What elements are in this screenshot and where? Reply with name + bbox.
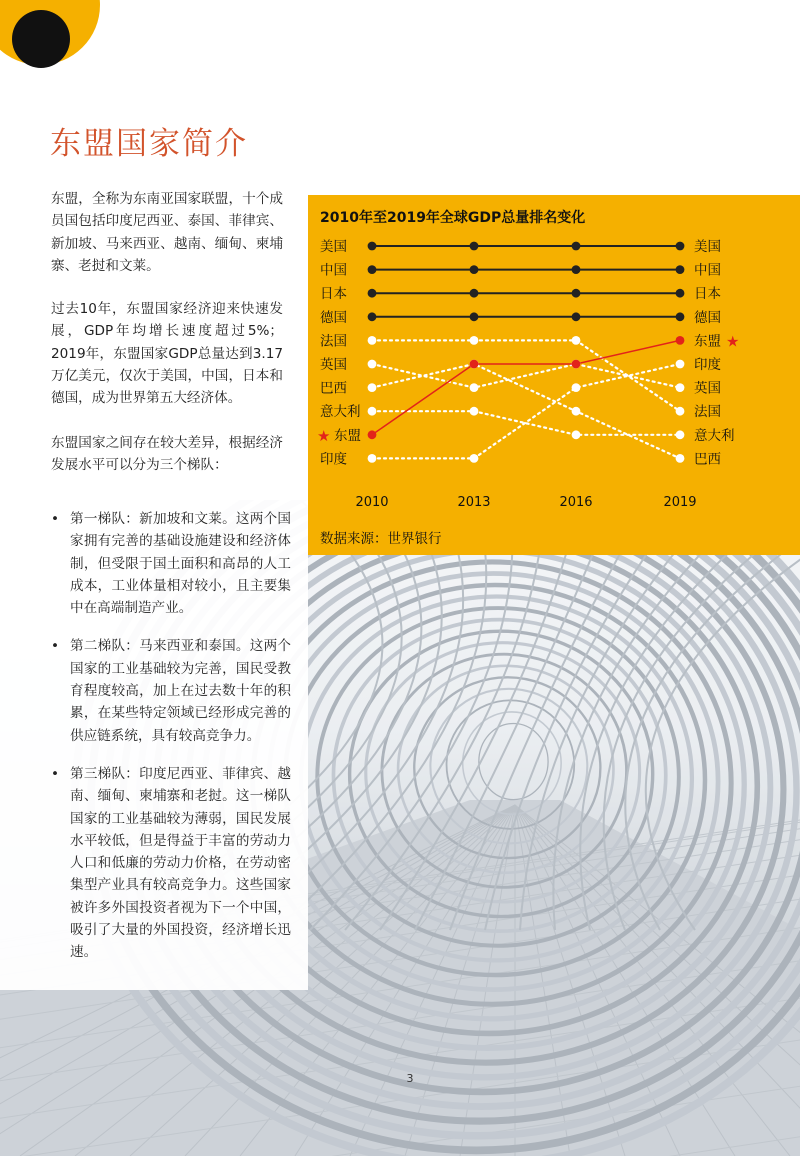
- x-tick-2019: 2019: [663, 495, 697, 510]
- data-point-美国-2013: [470, 242, 479, 251]
- data-point-印度-2016: [572, 383, 581, 392]
- data-point-法国-2010: [368, 336, 377, 345]
- data-point-意大利-2010: [368, 407, 377, 416]
- tier-text-1: 第一梯队：新加坡和文莱。这两个国家拥有完善的基础设施建设和经济体制，但受限于国土面积和高昂的人工成本，工业体量相对较小，且主要集中在高端制造产业。: [70, 511, 291, 617]
- x-tick-2016: 2016: [559, 495, 593, 510]
- end-label-法国: 法国: [694, 404, 721, 421]
- start-label-日本: 日本: [320, 286, 347, 303]
- data-point-美国-2010: [368, 242, 377, 251]
- data-point-印度-2019: [676, 360, 685, 369]
- start-label-美国: 美国: [320, 239, 347, 255]
- page-number: 3: [406, 1072, 414, 1085]
- page-title: 东盟国家简介: [50, 126, 248, 162]
- highlight-star-end: ★: [726, 332, 740, 351]
- intro-paragraph-3: 东盟国家之间存在较大差异，根据经济发展水平可以分为三个梯队：: [51, 435, 283, 474]
- tier-list: [51, 508, 291, 980]
- chart-title: 2010年至2019年全球GDP总量排名变化: [320, 210, 586, 226]
- tier-item-1: [51, 508, 291, 619]
- intro-paragraph-2: 过去10年，东盟国家经济迎来快速发展，GDP年均增长速度超过5%；2019年，东盟国家GDP总量达到3.17万亿美元，仅次于美国，中国，日本和德国，成为世界第五大经济体。: [51, 301, 283, 407]
- end-label-英国: 英国: [694, 380, 721, 397]
- start-label-英国: 英国: [320, 357, 347, 373]
- tier-item-2: [51, 635, 291, 746]
- tier-text-2: 第二梯队：马来西亚和泰国。这两个国家的工业基础较为完善，国民受教育程度较高，加上在过去数十年的积累，在某些特定领域已经形成完善的供应链系统，具有较高竞争力。: [70, 638, 291, 744]
- end-label-意大利: 意大利: [694, 427, 735, 444]
- data-point-印度-2010: [368, 454, 377, 463]
- data-point-意大利-2016: [572, 430, 581, 439]
- data-point-巴西-2010: [368, 383, 377, 392]
- highlight-star-start: ★: [317, 426, 331, 445]
- data-point-英国-2019: [676, 383, 685, 392]
- data-point-巴西-2019: [676, 454, 685, 463]
- data-point-法国-2019: [676, 407, 685, 416]
- end-label-东盟: 东盟: [694, 333, 721, 350]
- data-point-东盟-2016: [572, 360, 581, 369]
- data-point-英国-2010: [368, 360, 377, 369]
- start-label-巴西: 巴西: [320, 380, 347, 397]
- data-point-法国-2013: [470, 336, 479, 345]
- start-label-意大利: 意大利: [320, 404, 361, 421]
- chart-plot: [308, 195, 800, 555]
- series-line-英国: [372, 364, 680, 388]
- end-label-日本: 日本: [694, 286, 721, 303]
- bullet-dot: •: [51, 638, 60, 655]
- data-point-日本-2019: [676, 289, 685, 298]
- start-label-东盟: 东盟: [334, 427, 361, 444]
- tier-item-3: [51, 763, 291, 964]
- corner-decoration-black: [12, 10, 70, 68]
- end-label-中国: 中国: [694, 262, 721, 279]
- data-point-日本-2013: [470, 289, 479, 298]
- series-line-巴西: [372, 364, 680, 458]
- end-label-印度: 印度: [694, 357, 721, 373]
- chart-source: 数据来源：世界银行: [320, 531, 442, 547]
- data-point-东盟-2013: [470, 360, 479, 369]
- start-label-法国: 法国: [320, 333, 347, 350]
- x-tick-2010: 2010: [355, 495, 389, 510]
- data-point-德国-2016: [572, 312, 581, 321]
- bullet-dot: •: [51, 511, 60, 527]
- data-point-东盟-2010: [368, 430, 377, 439]
- data-point-英国-2013: [470, 383, 479, 392]
- data-point-中国-2016: [572, 265, 581, 274]
- data-point-美国-2016: [572, 242, 581, 251]
- tier-text-3: 第三梯队：印度尼西亚、菲律宾、越南、缅甸、柬埔寨和老挝。这一梯队国家的工业基础较为薄弱，国民发展水平较低，但是得益于丰富的劳动力人口和低廉的劳动力价格，在劳动密集型产业具有较高竞争力。这些国家被许多外国投资者视为下一个中国，吸引了大量的外国投资，经济增长迅速。: [70, 765, 291, 961]
- series-line-印度: [372, 364, 680, 458]
- data-point-美国-2019: [676, 242, 685, 251]
- data-point-德国-2010: [368, 312, 377, 321]
- data-point-巴西-2016: [572, 407, 581, 416]
- data-point-德国-2019: [676, 312, 685, 321]
- start-label-中国: 中国: [320, 262, 347, 279]
- data-point-中国-2019: [676, 265, 685, 274]
- data-point-日本-2016: [572, 289, 581, 298]
- gdp-rank-chart: [308, 195, 800, 555]
- data-point-中国-2013: [470, 265, 479, 274]
- end-label-德国: 德国: [694, 309, 721, 326]
- start-label-印度: 印度: [320, 451, 347, 468]
- data-point-意大利-2013: [470, 407, 479, 416]
- data-point-日本-2010: [368, 289, 377, 298]
- data-point-法国-2016: [572, 336, 581, 345]
- end-label-美国: 美国: [694, 239, 721, 255]
- intro-paragraph-1: 东盟，全称为东南亚国家联盟，十个成员国包括印度尼西亚、泰国、菲律宾、新加坡、马来西亚、越南、缅甸、柬埔寨、老挝和文莱。: [51, 191, 283, 274]
- data-point-东盟-2019: [676, 336, 685, 345]
- data-point-印度-2013: [470, 454, 479, 463]
- start-label-德国: 德国: [320, 309, 347, 326]
- x-tick-2013: 2013: [457, 495, 491, 510]
- data-point-德国-2013: [470, 312, 479, 321]
- end-label-巴西: 巴西: [694, 451, 721, 468]
- data-point-中国-2010: [368, 265, 377, 274]
- bullet-dot: •: [51, 765, 60, 782]
- data-point-意大利-2019: [676, 430, 685, 439]
